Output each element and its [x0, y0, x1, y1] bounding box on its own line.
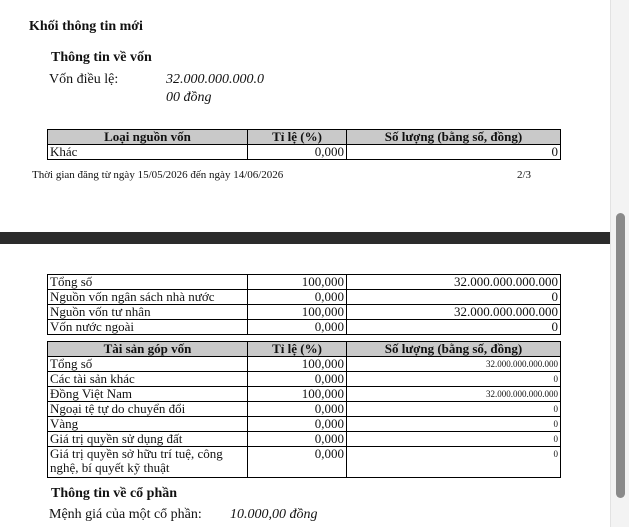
table-row [48, 357, 561, 372]
col-amount: Số lượng (bằng số, đồng) [347, 342, 561, 357]
share-info-title: Thông tin về cổ phần [51, 486, 178, 501]
cell-label: Nguồn vốn tư nhân [48, 305, 248, 320]
page-separator [0, 232, 610, 244]
table-row [48, 305, 561, 320]
par-value-label: Mệnh giá của một cổ phần: [49, 507, 202, 522]
cell-label: Giá trị quyền sở hữu trí tuệ, công nghệ, bí quyết kỹ thuật [48, 447, 248, 478]
table-row [48, 145, 561, 160]
section-heading: Khối thông tin mới [29, 19, 143, 34]
cell-label: Ngoại tệ tự do chuyển đổi [48, 402, 248, 417]
footer-page-number: 2/3 [517, 169, 532, 181]
cell-ratio: 0,000 [248, 372, 347, 387]
table-row [48, 387, 561, 402]
vertical-scrollbar[interactable] [610, 0, 629, 527]
cell-amount: 0 [347, 290, 561, 305]
document-page-2-top [0, 0, 610, 232]
document-page-3-top [0, 244, 610, 527]
cell-ratio: 0,000 [248, 402, 347, 417]
col-source-type: Loại nguồn vốn [48, 130, 248, 145]
cell-ratio: 100,000 [248, 387, 347, 402]
table-row [48, 275, 561, 290]
cell-ratio: 0,000 [248, 447, 347, 478]
cell-amount: 0 [347, 432, 561, 447]
scrollbar-thumb[interactable] [616, 213, 625, 498]
cell-amount: 0 [347, 447, 561, 478]
charter-capital-label: Vốn điều lệ: [49, 72, 119, 87]
contributed-assets-table [47, 341, 561, 478]
cell-amount: 32.000.000.000.000 [347, 305, 561, 320]
cell-label: Đồng Việt Nam [48, 387, 248, 402]
col-ratio: Tỉ lệ (%) [248, 342, 347, 357]
cell-amount: 32.000.000.000.000 [347, 357, 561, 372]
cell-amount: 32.000.000.000.000 [347, 275, 561, 290]
capital-source-table-header [47, 129, 561, 160]
cell-ratio: 0,000 [248, 417, 347, 432]
cell-ratio: 100,000 [248, 305, 347, 320]
table-row [48, 290, 561, 305]
cell-label: Các tài sản khác [48, 372, 248, 387]
table-row [48, 402, 561, 417]
cell-amount: 0 [347, 402, 561, 417]
col-amount: Số lượng (bằng số, đồng) [347, 130, 561, 145]
cell-label: Vốn nước ngoài [48, 320, 248, 335]
cell-amount: 0 [347, 145, 561, 160]
table-row [48, 372, 561, 387]
cell-ratio: 0,000 [248, 145, 347, 160]
cell-label: Vàng [48, 417, 248, 432]
cell-amount: 0 [347, 417, 561, 432]
cell-amount: 32.000.000.000.000 [347, 387, 561, 402]
cell-amount: 0 [347, 320, 561, 335]
cell-label: Giá trị quyền sử dụng đất [48, 432, 248, 447]
footer-period: Thời gian đăng từ ngày 15/05/2026 đến ngày 14/06/2026 [32, 169, 284, 181]
charter-capital-value-line2: 00 đồng [166, 90, 212, 105]
table-row [48, 432, 561, 447]
charter-capital-value-line1: 32.000.000.000.0 [166, 72, 264, 87]
cell-label: Nguồn vốn ngân sách nhà nước [48, 290, 248, 305]
cell-amount: 0 [347, 372, 561, 387]
cell-ratio: 0,000 [248, 432, 347, 447]
cell-ratio: 0,000 [248, 320, 347, 335]
table-row [48, 417, 561, 432]
par-value: 10.000,00 đồng [230, 507, 318, 522]
table-row [48, 320, 561, 335]
cell-label: Tổng số [48, 357, 248, 372]
capital-source-table-continued [47, 274, 561, 335]
table-row [48, 447, 561, 478]
cell-label: Khác [48, 145, 248, 160]
cell-label: Tổng số [48, 275, 248, 290]
cell-ratio: 0,000 [248, 290, 347, 305]
cell-ratio: 100,000 [248, 357, 347, 372]
col-asset-type: Tài sản góp vốn [48, 342, 248, 357]
col-ratio: Tỉ lệ (%) [248, 130, 347, 145]
capital-info-title: Thông tin về vốn [51, 50, 152, 65]
cell-ratio: 100,000 [248, 275, 347, 290]
